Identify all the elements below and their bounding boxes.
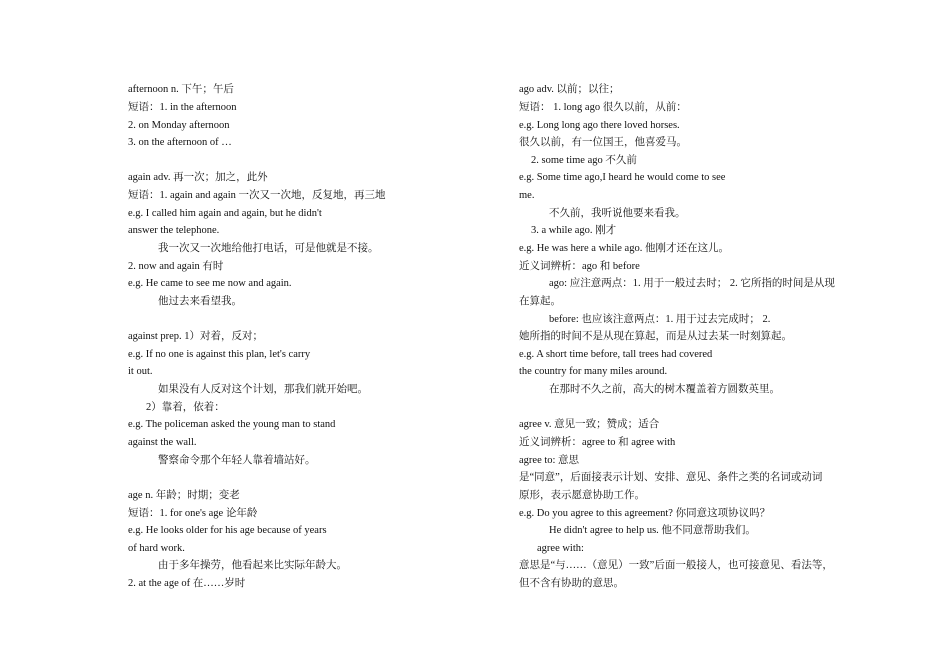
note-line: 原形，表示愿意协助工作。 <box>519 490 645 501</box>
phrase-line: 短语： 1. long ago 很久以前，从前： <box>519 102 687 113</box>
phrase-line: 2. at the age of 在……岁时 <box>128 578 246 589</box>
example-line: against the wall. <box>128 437 197 448</box>
entry-headword: against prep. 1）对着，反对； <box>128 331 264 342</box>
translation-line: 在那时不久之前，高大的树木覆盖着方圆数英里。 <box>549 384 780 395</box>
note-line: ago: 应注意两点：1. 用于一般过去时； 2. 它所指的时间是从现 <box>549 278 835 289</box>
note-line: 在算起。 <box>519 296 561 307</box>
example-line: it out. <box>128 366 153 377</box>
phrase-line: 2. some time ago 不久前 <box>531 155 637 166</box>
example-line: e.g. Some time ago,I heard he would come to see <box>519 172 726 183</box>
example-line: e.g. A short time before, tall trees had covered <box>519 349 713 360</box>
example-line: e.g. Long long ago there loved horses. <box>519 120 680 131</box>
example-line: the country for many miles around. <box>519 366 668 377</box>
translation-line: 警察命令那个年轻人靠着墙站好。 <box>158 455 316 466</box>
example-line: e.g. He was here a while ago. 他刚才还在这儿。 <box>519 243 729 254</box>
phrase-line: 短语：1. for one's age 论年龄 <box>128 508 258 519</box>
example-line: He didn't agree to help us. 他不同意帮助我们。 <box>549 525 756 536</box>
entry-headword: afternoon n. 下午；午后 <box>128 84 234 95</box>
example-line: e.g. The policeman asked the young man to stand <box>128 419 336 430</box>
phrase-line: 3. a while ago. 刚才 <box>531 225 617 236</box>
entry-headword: ago adv. 以前；以往； <box>519 84 620 95</box>
comparison-heading: 近义词辨析：agree to 和 agree with <box>519 437 676 448</box>
comparison-heading: 近义词辨析：ago 和 before <box>519 261 640 272</box>
example-line: e.g. He looks older for his age because of years <box>128 525 327 536</box>
example-line: e.g. I called him again and again, but he didn't <box>128 208 322 219</box>
note-line: 她所指的时间不是从现在算起，而是从过去某一时刻算起。 <box>519 331 792 342</box>
translation-line: 由于多年操劳，他看起来比实际年龄大。 <box>158 560 347 571</box>
note-line: agree to: 意思 <box>519 455 580 466</box>
phrase-line: 短语：1. again and again 一次又一次地，反复地，再三地 <box>128 190 386 201</box>
note-line: before: 也应该注意两点：1. 用于过去完成时； 2. <box>549 314 771 325</box>
entry-headword: agree v. 意见一致；赞成；适合 <box>519 419 660 430</box>
example-line: e.g. Do you agree to this agreement? 你同意这项协议吗？ <box>519 508 771 519</box>
phrase-line: 短语：1. in the afternoon <box>128 102 237 113</box>
phrase-line: 2. on Monday afternoon <box>128 120 230 131</box>
translation-line: 他过去来看望我。 <box>158 296 242 307</box>
phrase-line: 3. on the afternoon of … <box>128 137 232 148</box>
note-line: 但不含有协助的意思。 <box>519 578 624 589</box>
translation-line: 我一次又一次地给他打电话，可是他就是不接。 <box>158 243 379 254</box>
example-line: e.g. He came to see me now and again. <box>128 278 292 289</box>
phrase-line: 2. now and again 有时 <box>128 261 224 272</box>
translation-line: 不久前，我听说他要来看我。 <box>549 208 686 219</box>
translation-line: 如果没有人反对这个计划，那我们就开始吧。 <box>158 384 368 395</box>
translation-line: 很久以前，有一位国王，他喜爱马。 <box>519 137 687 148</box>
entry-headword: again adv. 再一次；加之，此外 <box>128 172 268 183</box>
sense-line: 2）靠着，依着： <box>146 402 225 413</box>
note-line: agree with: <box>537 543 584 554</box>
example-line: me. <box>519 190 535 201</box>
example-line: answer the telephone. <box>128 225 220 236</box>
entry-headword: age n. 年龄；时期；变老 <box>128 490 240 501</box>
example-line: of hard work. <box>128 543 185 554</box>
note-line: 是“同意”，后面接表示计划、安排、意见、条件之类的名词或动词 <box>519 472 823 483</box>
example-line: e.g. If no one is against this plan, let's carry <box>128 349 311 360</box>
note-line: 意思是“与……（意见）一致”后面一般接人，也可接意见、看法等， <box>519 560 833 571</box>
